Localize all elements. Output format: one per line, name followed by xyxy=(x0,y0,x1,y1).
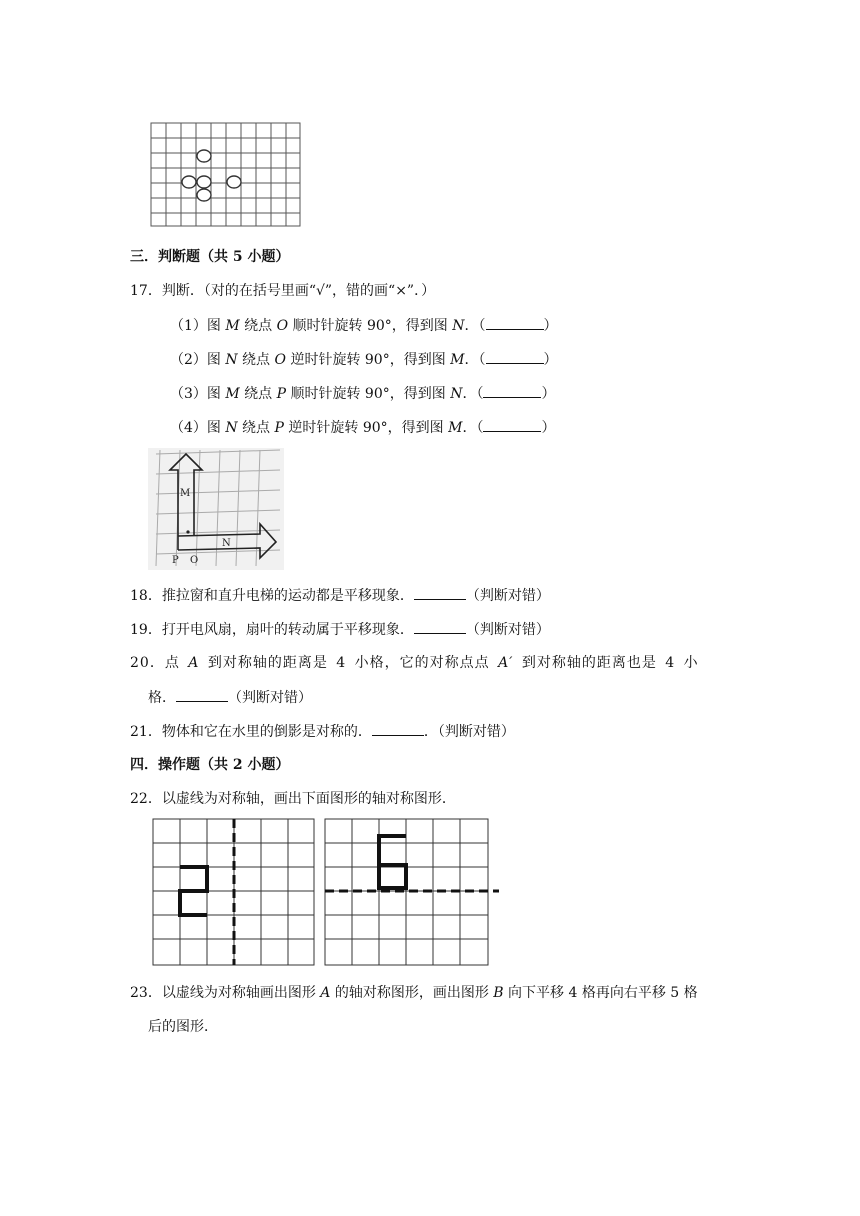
section-title: 四．操作题（共 2 小题） xyxy=(130,757,290,773)
symmetry-grid-digit-6 xyxy=(324,818,500,968)
q17-item-3: （3）图 M 绕点 P 顺时针旋转 90°，得到图 N．（ ） xyxy=(170,383,555,404)
question-20-line-2: 格． （判断对错） xyxy=(148,687,312,708)
label-p: P xyxy=(172,555,179,566)
answer-blank[interactable] xyxy=(372,721,424,736)
section-title: 三．判断题（共 5 小题） xyxy=(130,249,290,265)
circle-shape xyxy=(197,176,211,188)
answer-blank[interactable] xyxy=(486,349,544,364)
question-23-line-1: 23．以虚线为对称轴画出图形 A 的轴对称图形，画出图形 B 向下平移 4 格再向右平移 5 格 xyxy=(130,985,698,1001)
label-n: N xyxy=(222,538,231,549)
circle-shape xyxy=(182,176,196,188)
question-19: 19．打开电风扇，扇叶的转动属于平移现象． （判断对错） xyxy=(130,619,550,640)
question-17-stem: 17．判断．（对的在括号里画“√”，错的画“×”．） xyxy=(130,283,436,299)
digit-6-shape xyxy=(379,836,406,888)
digit-2-shape xyxy=(180,867,207,915)
circle-shape xyxy=(227,176,241,188)
rotation-figure xyxy=(148,448,284,570)
q17-item-2: （2）图 N 绕点 O 逆时针旋转 90°，得到图 M．（ ） xyxy=(170,349,558,370)
question-23-line-2: 后的图形． xyxy=(148,1019,218,1035)
answer-blank[interactable] xyxy=(483,417,541,432)
question-18: 18．推拉窗和直升电梯的运动都是平移现象． （判断对错） xyxy=(130,585,550,606)
answer-blank[interactable] xyxy=(414,619,466,634)
q17-item-4: （4）图 N 绕点 P 逆时针旋转 90°，得到图 M．（ ） xyxy=(170,417,555,438)
question-20-line-1: 20．点 A 到对称轴的距离是 4 小格，它的对称点点 A′ 到对称轴的距离也是 4 小 xyxy=(130,655,699,671)
question-22: 22．以虚线为对称轴，画出下面图形的轴对称图形． xyxy=(130,791,456,807)
q17-item-1: （1）图 M 绕点 O 顺时针旋转 90°，得到图 N．（ ） xyxy=(170,315,558,336)
circle-shape xyxy=(197,150,211,162)
answer-blank[interactable] xyxy=(483,383,541,398)
circle-grid-figure xyxy=(150,122,302,228)
answer-blank[interactable] xyxy=(486,315,544,330)
answer-blank[interactable] xyxy=(176,687,228,702)
question-21: 21．物体和它在水里的倒影是对称的． ．（判断对错） xyxy=(130,721,515,742)
circle-shape xyxy=(197,189,211,201)
answer-blank[interactable] xyxy=(414,585,466,600)
label-o: O xyxy=(190,555,199,566)
symmetry-grid-digit-2 xyxy=(152,818,316,968)
label-m: M xyxy=(180,488,191,499)
